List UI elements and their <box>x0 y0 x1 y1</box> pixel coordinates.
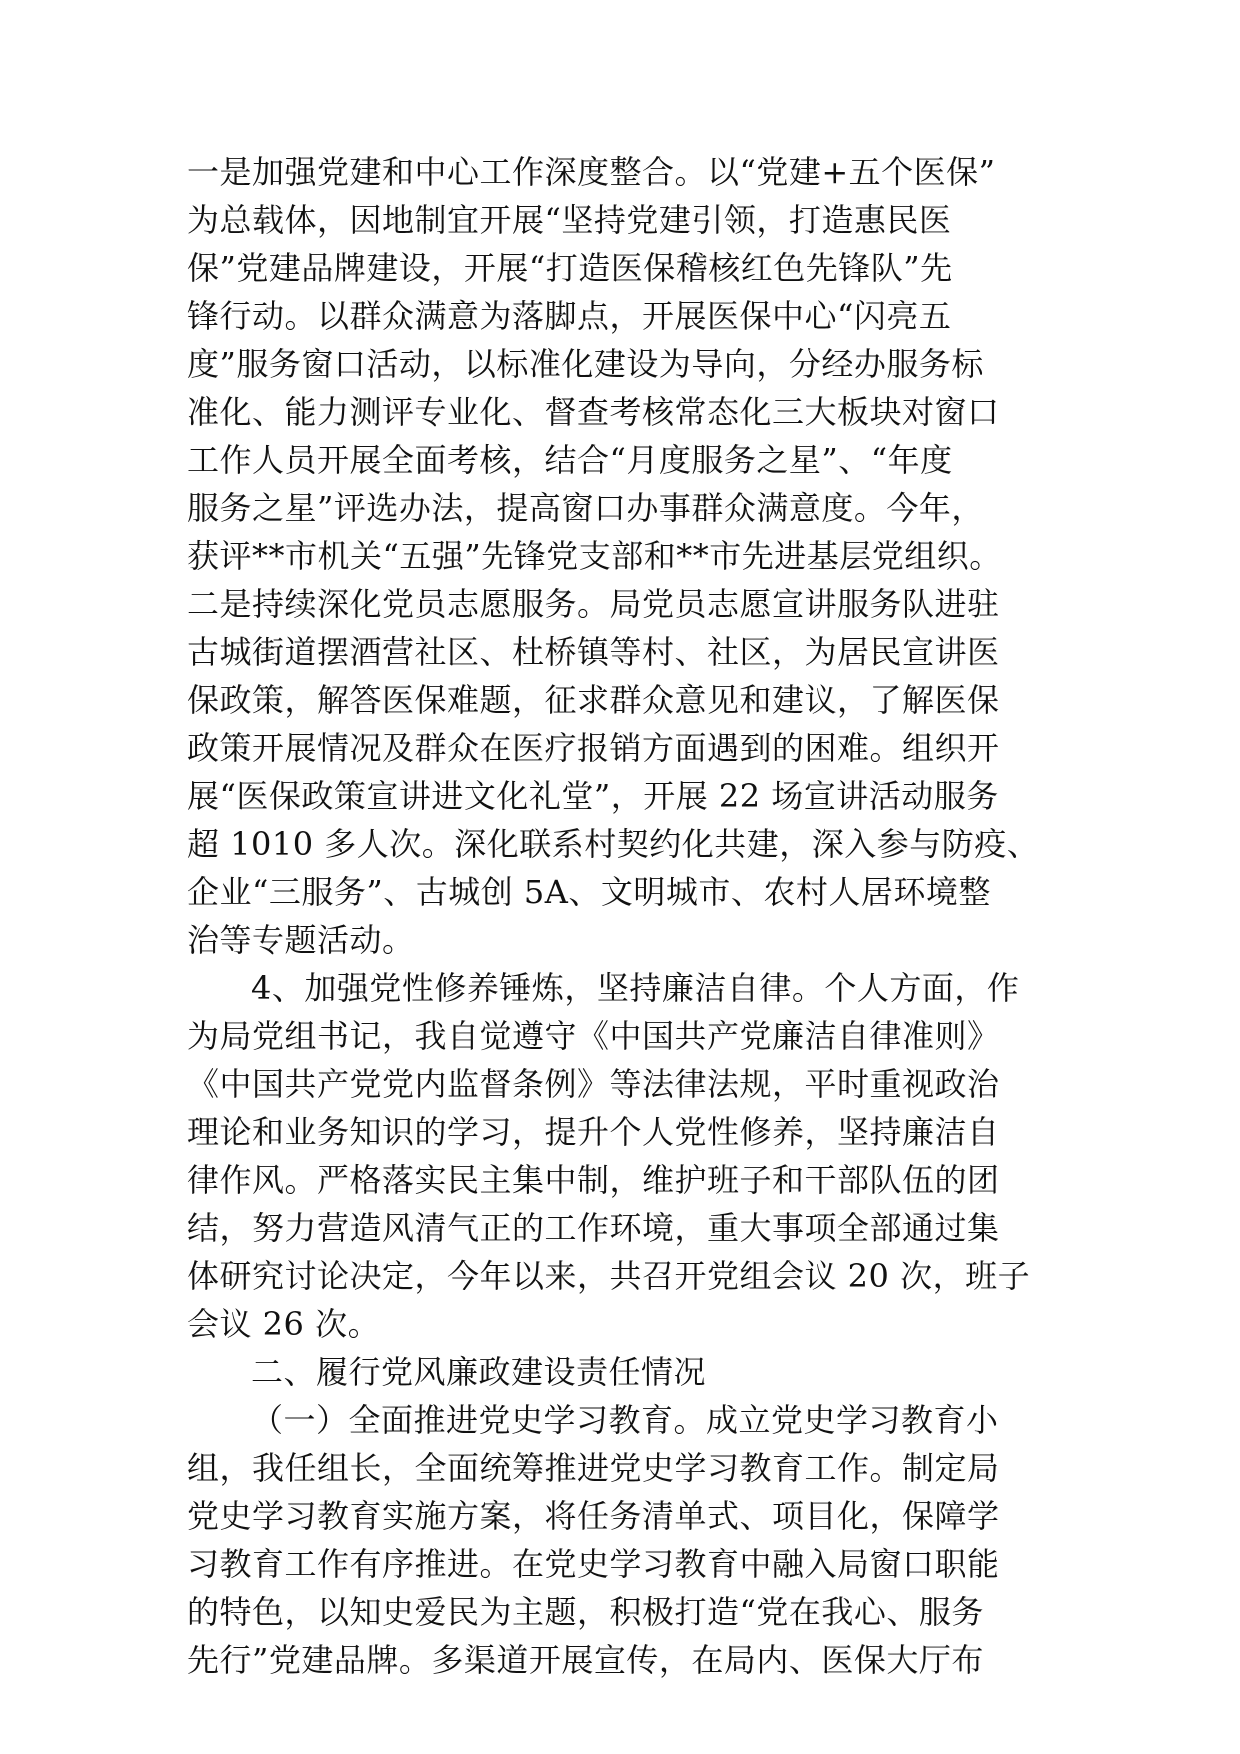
text-line: 服务之星”评选办法，提高窗口办事群众满意度。今年， <box>187 489 984 527</box>
text-line: 《中国共产党党内监督条例》等法律法规，平时重视政治 <box>187 1065 1000 1103</box>
text-line: 会议 26 次。 <box>187 1305 381 1343</box>
text-line: 一是加强党建和中心工作深度整合。以“党建+五个医保” <box>187 153 996 191</box>
text-line: 政策开展情况及群众在医疗报销方面遇到的困难。组织开 <box>187 729 1000 767</box>
text-line: 保”党建品牌建设，开展“打造医保稽核红色先锋队”先 <box>187 249 953 287</box>
text-line: 获评**市机关“五强”先锋党支部和**市先进基层党组织。 <box>187 537 1002 575</box>
text-line: 的特色，以知史爱民为主题，积极打造“党在我心、服务 <box>187 1593 984 1631</box>
text-line: 习教育工作有序推进。在党史学习教育中融入局窗口职能 <box>187 1545 1000 1583</box>
section-heading: 二、履行党风廉政建设责任情况 <box>251 1353 707 1391</box>
text-line: 准化、能力测评专业化、督查考核常态化三大板块对窗口 <box>187 393 1000 431</box>
text-line: 保政策，解答医保难题，征求群众意见和建议，了解医保 <box>187 681 1000 719</box>
text-line: 为总载体，因地制宜开展“坚持党建引领，打造惠民医 <box>187 201 952 239</box>
text-line: 治等专题活动。 <box>187 921 415 959</box>
document-body <box>187 148 1067 1684</box>
text-line: 为局党组书记，我自觉遵守《中国共产党廉洁自律准则》 <box>187 1017 1000 1055</box>
text-line: 先行”党建品牌。多渠道开展宣传，在局内、医保大厅布 <box>187 1641 984 1679</box>
text-line: 古城街道摆酒营社区、杜桥镇等村、社区，为居民宣讲医 <box>187 633 1000 671</box>
paragraph-start-line: 4、加强党性修养锤炼，坚持廉洁自律。个人方面，作 <box>251 969 1020 1007</box>
text-line: 理论和业务知识的学习，提升个人党性修养，坚持廉洁自 <box>187 1113 1000 1151</box>
text-line: 结，努力营造风清气正的工作环境，重大事项全部通过集 <box>187 1209 1000 1247</box>
text-line: 组，我任组长，全面统筹推进党史学习教育工作。制定局 <box>187 1449 1000 1487</box>
text-line: 党史学习教育实施方案，将任务清单式、项目化，保障学 <box>187 1497 1000 1535</box>
paragraph-start-line: （一）全面推进党史学习教育。成立党史学习教育小 <box>251 1401 999 1439</box>
text-line: 体研究讨论决定，今年以来，共召开党组会议 20 次，班子 <box>187 1257 1031 1295</box>
text-line: 律作风。严格落实民主集中制，维护班子和干部队伍的团 <box>187 1161 1000 1199</box>
text-line: 展“医保政策宣讲进文化礼堂”，开展 22 场宣讲活动服务 <box>187 777 999 815</box>
text-line: 度”服务窗口活动，以标准化建设为导向，分经办服务标 <box>187 345 984 383</box>
text-line: 二是持续深化党员志愿服务。局党员志愿宣讲服务队进驻 <box>187 585 1000 623</box>
text-line: 工作人员开展全面考核，结合“月度服务之星”、“年度 <box>187 441 953 479</box>
text-line: 企业“三服务”、古城创 5A、文明城市、农村人居环境整 <box>187 873 991 911</box>
text-line: 锋行动。以群众满意为落脚点，开展医保中心“闪亮五 <box>187 297 952 335</box>
text-line: 超 1010 多人次。深化联系村契约化共建，深入参与防疫、 <box>187 825 1040 863</box>
